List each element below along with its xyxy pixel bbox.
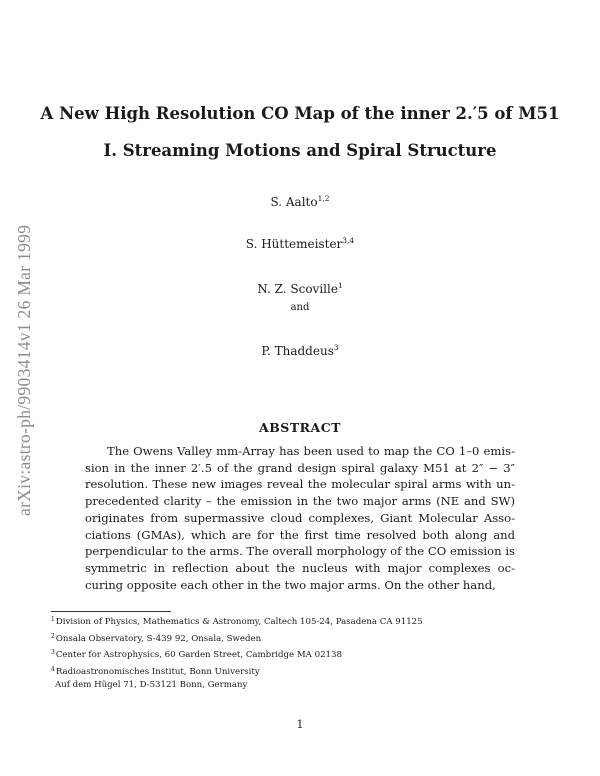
paper-title: A New High Resolution CO Map of the inner 2.′5 of M51 (40, 104, 560, 123)
page-number: 1 (296, 718, 304, 731)
footnote-4-continuation: Auf dem Hügel 71, D-53121 Bonn, Germany (55, 680, 248, 691)
footnote-1 (51, 613, 551, 630)
abstract-heading: ABSTRACT (259, 420, 341, 435)
footnote-text: Center for Astrophysics, 60 Garden Street, Cambridge MA 02138 (55, 650, 342, 661)
footnote-text: Onsala Observatory, S-439 92, Onsala, Sweden (55, 633, 262, 644)
author-name: S. Hüttemeister (245, 237, 343, 251)
footnote-mark: 2 (51, 632, 55, 640)
footnote-text: Division of Physics, Mathematics & Astronomy, Caltech 105-24, Pasadena CA 91125 (55, 617, 423, 627)
author-1 (0, 194, 600, 209)
footnotes (51, 613, 551, 693)
author-affiliation-mark: 3 (333, 343, 339, 352)
arxiv-identifier-stamp: arXiv:astro-ph/9903414v1 26 Mar 1999 (14, 224, 34, 516)
author-2 (0, 236, 600, 251)
author-name: N. Z. Scoville (257, 282, 338, 296)
author-affiliation-mark: 3,4 (342, 236, 355, 245)
abstract-text: The Owens Valley mm-Array has been used to map the CO 1–0 emission in the inner 2′.5 of the grand design spiral galaxy M51 at 2″ − 3″ resolution. These new images reveal the molecular spiral arms with unprecedented clarity – the emission in the two major arms (NE and SW) originates from supermassive cloud complexes, Giant Molecular Associations (GMAs), which are for the first time resolved both along and perpendicular to the arms. The overall morphology of the CO emission is symmetric in reflection about the nucleus with major complexes occuring opposite each other in the two major arms. On the other hand, (85, 444, 515, 592)
footnote-text: Radioastronomisches Institut, Bonn University (55, 666, 260, 677)
author-conjunction: and (290, 302, 310, 313)
author-name: P. Thaddeus (261, 344, 334, 358)
footnote-4 (51, 663, 551, 680)
author-name: S. Aalto (270, 195, 318, 209)
author-4 (0, 343, 600, 358)
footnote-mark: 4 (51, 665, 55, 673)
footnote-2 (51, 630, 551, 647)
paper-subtitle: I. Streaming Motions and Spiral Structure (103, 141, 497, 160)
footnote-rule (51, 611, 171, 612)
author-affiliation-mark: 1 (337, 281, 343, 290)
footnote-mark: 1 (51, 616, 55, 623)
author-affiliation-mark: 1,2 (317, 194, 330, 203)
author-3 (0, 281, 600, 296)
footnote-3 (51, 646, 551, 663)
footnote-mark: 3 (51, 649, 55, 657)
